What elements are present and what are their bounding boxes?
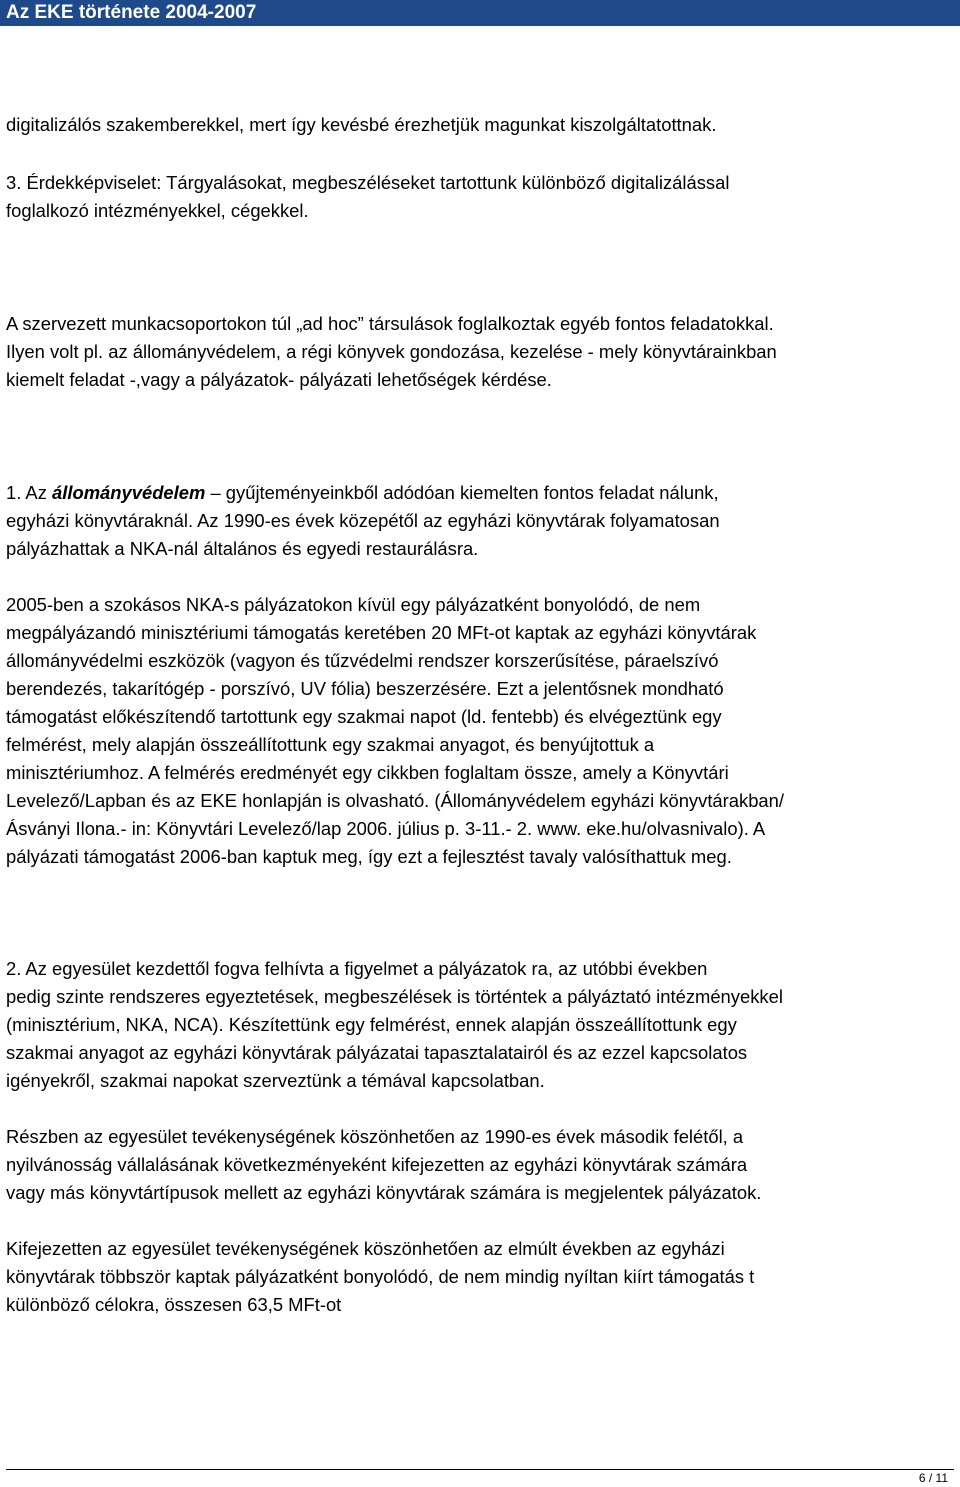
text-line: állományvédelmi eszközök (vagyon és tűzvédelmi rendszer korszerűsítése, páraelszívó <box>6 650 719 671</box>
page-number: 6 / 11 <box>918 1471 948 1485</box>
header-bar <box>0 0 960 26</box>
text-line: szakmai anyagot az egyházi könyvtárak pályázatai tapasztalatairól és az ezzel kapcsolatos <box>6 1042 748 1063</box>
text-line: (minisztérium, NKA, NCA). Készítettünk egy felmérést, ennek alapján összeállítottunk egy <box>6 1014 737 1035</box>
text-line: egyházi könyvtáraknál. Az 1990-es évek közepétől az egyházi könyvtárak folyamatosan <box>6 510 720 531</box>
text-line: Kifejezetten az egyesület tevékenységének köszönhetően az elmúlt években az egyházi <box>6 1238 725 1259</box>
text-line: pályázati támogatást 2006-ban kaptuk meg, így ezt a fejlesztést tavaly valósíthattuk meg. <box>6 846 732 867</box>
text-line: minisztériumhoz. A felmérés eredményét egy cikkben foglaltam össze, amely a Könyvtári <box>6 762 729 783</box>
text-line: Ásványi Ilona.- in: Könyvtári Levelező/lap 2006. július p. 3-11.- 2. www. eke.hu/olvasnivalo). A <box>6 818 766 839</box>
text-line: igényekről, szakmai napokat szerveztünk a témával kapcsolatban. <box>6 1070 545 1091</box>
footer-divider <box>6 1469 954 1470</box>
emphasis-term: állományvédelem <box>52 482 206 503</box>
text-line: berendezés, takarítógép - porszívó, UV fólia) beszerzésére. Ezt a jelentősnek mondható <box>6 678 724 699</box>
text-line: Részben az egyesület tevékenységének köszönhetően az 1990-es évek második felétől, a <box>6 1126 744 1147</box>
text-line <box>6 482 719 504</box>
text-line: foglalkozó intézményekkel, cégekkel. <box>6 200 309 221</box>
text-line: Ilyen volt pl. az állományvédelem, a régi könyvek gondozása, kezelése - mely könyvtárainkban <box>6 341 777 362</box>
text-line: A szervezett munkacsoportokon túl „ad hoc” társulások foglalkoztak egyéb fontos feladatokkal. <box>6 313 774 334</box>
text-line: 2005-ben a szokásos NKA-s pályázatokon kívül egy pályázatként bonyolódó, de nem <box>6 594 701 615</box>
text-line: pályázhattak a NKA-nál általános és egyedi restaurálásra. <box>6 538 479 559</box>
text-run: 1. Az <box>6 482 53 503</box>
text-line: nyilvánosság vállalásának következményeként kifejezetten az egyházi könyvtárak számára <box>6 1154 748 1175</box>
text-line: digitalizálós szakemberekkel, mert így kevésbé érezhetjük magunkat kiszolgáltatottnak. <box>6 114 717 135</box>
text-run: – gyűjteményeinkből adódóan kiemelten fontos feladat nálunk, <box>205 482 719 503</box>
header-title: Az EKE története 2004-2007 <box>6 2 257 23</box>
text-line: megpályázandó minisztériumi támogatás keretében 20 MFt-ot kaptak az egyházi könyvtárak <box>6 622 757 643</box>
text-line: pedig szinte rendszeres egyeztetések, megbeszélések is történtek a pályáztató intézményekkel <box>6 986 783 1007</box>
text-line: támogatást előkészítendő tartottunk egy szakmai napot (ld. fentebb) és elvégeztünk egy <box>6 706 722 727</box>
text-line: felmérést, mely alapján összeállítottunk egy szakmai anyagot, és benyújtottuk a <box>6 734 655 755</box>
text-line: vagy más könyvtártípusok mellett az egyházi könyvtárak számára is megjelentek pályázatok. <box>6 1182 762 1203</box>
text-line: kiemelt feladat -,vagy a pályázatok- pályázati lehetőségek kérdése. <box>6 369 552 390</box>
text-line: 2. Az egyesület kezdettől fogva felhívta a figyelmet a pályázatok ra, az utóbbi években <box>6 958 708 979</box>
text-line: különböző célokra, összesen 63,5 MFt-ot <box>6 1294 342 1315</box>
text-line: könyvtárak többször kaptak pályázatként bonyolódó, de nem mindig nyíltan kiírt támogatás t <box>6 1266 755 1287</box>
text-line: 3. Érdekképviselet: Tárgyalásokat, megbeszéléseket tartottunk különböző digitalizálással <box>6 172 730 193</box>
text-line: Levelező/Lapban és az EKE honlapján is olvasható. (Állományvédelem egyházi könyvtárakban/ <box>6 790 784 811</box>
